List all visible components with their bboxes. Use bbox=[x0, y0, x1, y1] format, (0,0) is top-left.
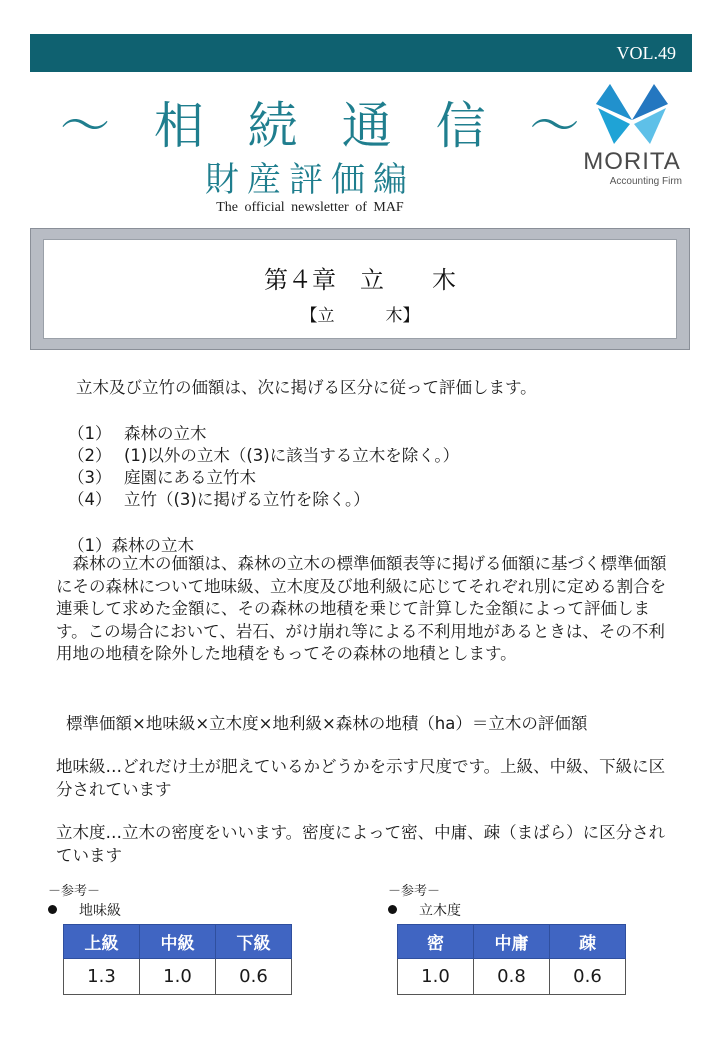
newsletter-tagline: The official newsletter of MAF bbox=[216, 200, 404, 215]
definition-soil-grade: 地味級…どれだけ土が肥えているかどうかを示す尺度です。上級、中級、下級に区分されています bbox=[56, 757, 666, 799]
table-cell: 1.0 bbox=[398, 959, 474, 995]
list-number: （4） bbox=[68, 490, 112, 509]
section-paragraph: 森林の立木の価額は、森林の立木の標準価額表等に掲げる価額に基づく標準価額にその森林について地味級、立木度及び地利級に応じてそれぞれ別に定める割合を連乗して求めた金額に、その森林の地積を乗じて計算した金額によって評価します。この場合において、岩石、がけ崩れ等による不利用地があるときは、その不利用地の地積を除外した地積をもってその森林の地積とします。 bbox=[56, 554, 667, 663]
table-cell: 1.3 bbox=[64, 959, 140, 995]
list-number: （1） bbox=[68, 424, 112, 443]
table-header: 下級 bbox=[216, 925, 292, 959]
table-cell: 0.6 bbox=[216, 959, 292, 995]
bullet-icon bbox=[48, 905, 57, 914]
logo-subtitle: Accounting Firm bbox=[609, 176, 682, 187]
list-text: (1)以外の立木（(3)に該当する立木を除く。） bbox=[124, 446, 460, 465]
bullet-icon bbox=[388, 905, 397, 914]
list-number: （3） bbox=[68, 468, 112, 487]
section-heading: （1）森林の立木 bbox=[68, 536, 194, 555]
table-header: 中庸 bbox=[474, 925, 550, 959]
chapter-subtitle: 【立 木】 bbox=[300, 306, 420, 326]
reference-bullet-right bbox=[388, 900, 461, 920]
morita-logo-icon bbox=[594, 84, 670, 146]
valuation-formula: 標準価額×地味級×立木度×地利級×森林の地積（ha）＝立木の評価額 bbox=[66, 714, 588, 733]
chapter-frame bbox=[30, 228, 690, 350]
list-item bbox=[68, 420, 668, 442]
reference-bullet-text: 地味級 bbox=[79, 903, 121, 919]
list-item bbox=[68, 486, 668, 508]
table-cell: 0.6 bbox=[550, 959, 626, 995]
list-number: （2） bbox=[68, 446, 112, 465]
tree-density-table bbox=[397, 924, 626, 995]
intro-text: 立木及び立竹の価額は、次に掲げる区分に従って評価します。 bbox=[76, 378, 537, 397]
newsletter-title: ～ 相 続 通 信 ～ bbox=[60, 97, 594, 155]
list-text: 庭園にある立竹木 bbox=[124, 468, 256, 487]
category-list bbox=[68, 420, 668, 508]
morita-logo bbox=[576, 84, 688, 194]
table-header: 上級 bbox=[64, 925, 140, 959]
list-text: 立竹（(3)に掲げる立竹を除く。） bbox=[124, 490, 370, 509]
table-header: 密 bbox=[398, 925, 474, 959]
logo-name: MORITA bbox=[583, 148, 681, 175]
soil-grade-table bbox=[63, 924, 292, 995]
table-header: 疎 bbox=[550, 925, 626, 959]
reference-label-left: －参考－ bbox=[48, 884, 101, 899]
reference-label-right: －参考－ bbox=[388, 884, 441, 899]
chapter-title: 第４章 立 木 bbox=[264, 266, 456, 294]
table-header: 中級 bbox=[140, 925, 216, 959]
table-cell: 0.8 bbox=[474, 959, 550, 995]
reference-bullet-text: 立木度 bbox=[419, 903, 461, 919]
list-item bbox=[68, 442, 668, 464]
list-text: 森林の立木 bbox=[124, 424, 207, 443]
definition-tree-density: 立木度…立木の密度をいいます。密度によって密、中庸、疎（まばら）に区分されています bbox=[56, 823, 666, 865]
table-cell: 1.0 bbox=[140, 959, 216, 995]
volume-number: VOL.49 bbox=[616, 43, 676, 63]
newsletter-subtitle: 財産評価編 bbox=[205, 160, 415, 200]
list-item bbox=[68, 464, 668, 486]
chapter-panel bbox=[43, 239, 677, 339]
reference-bullet-left bbox=[48, 900, 121, 920]
header-bar bbox=[30, 34, 692, 72]
